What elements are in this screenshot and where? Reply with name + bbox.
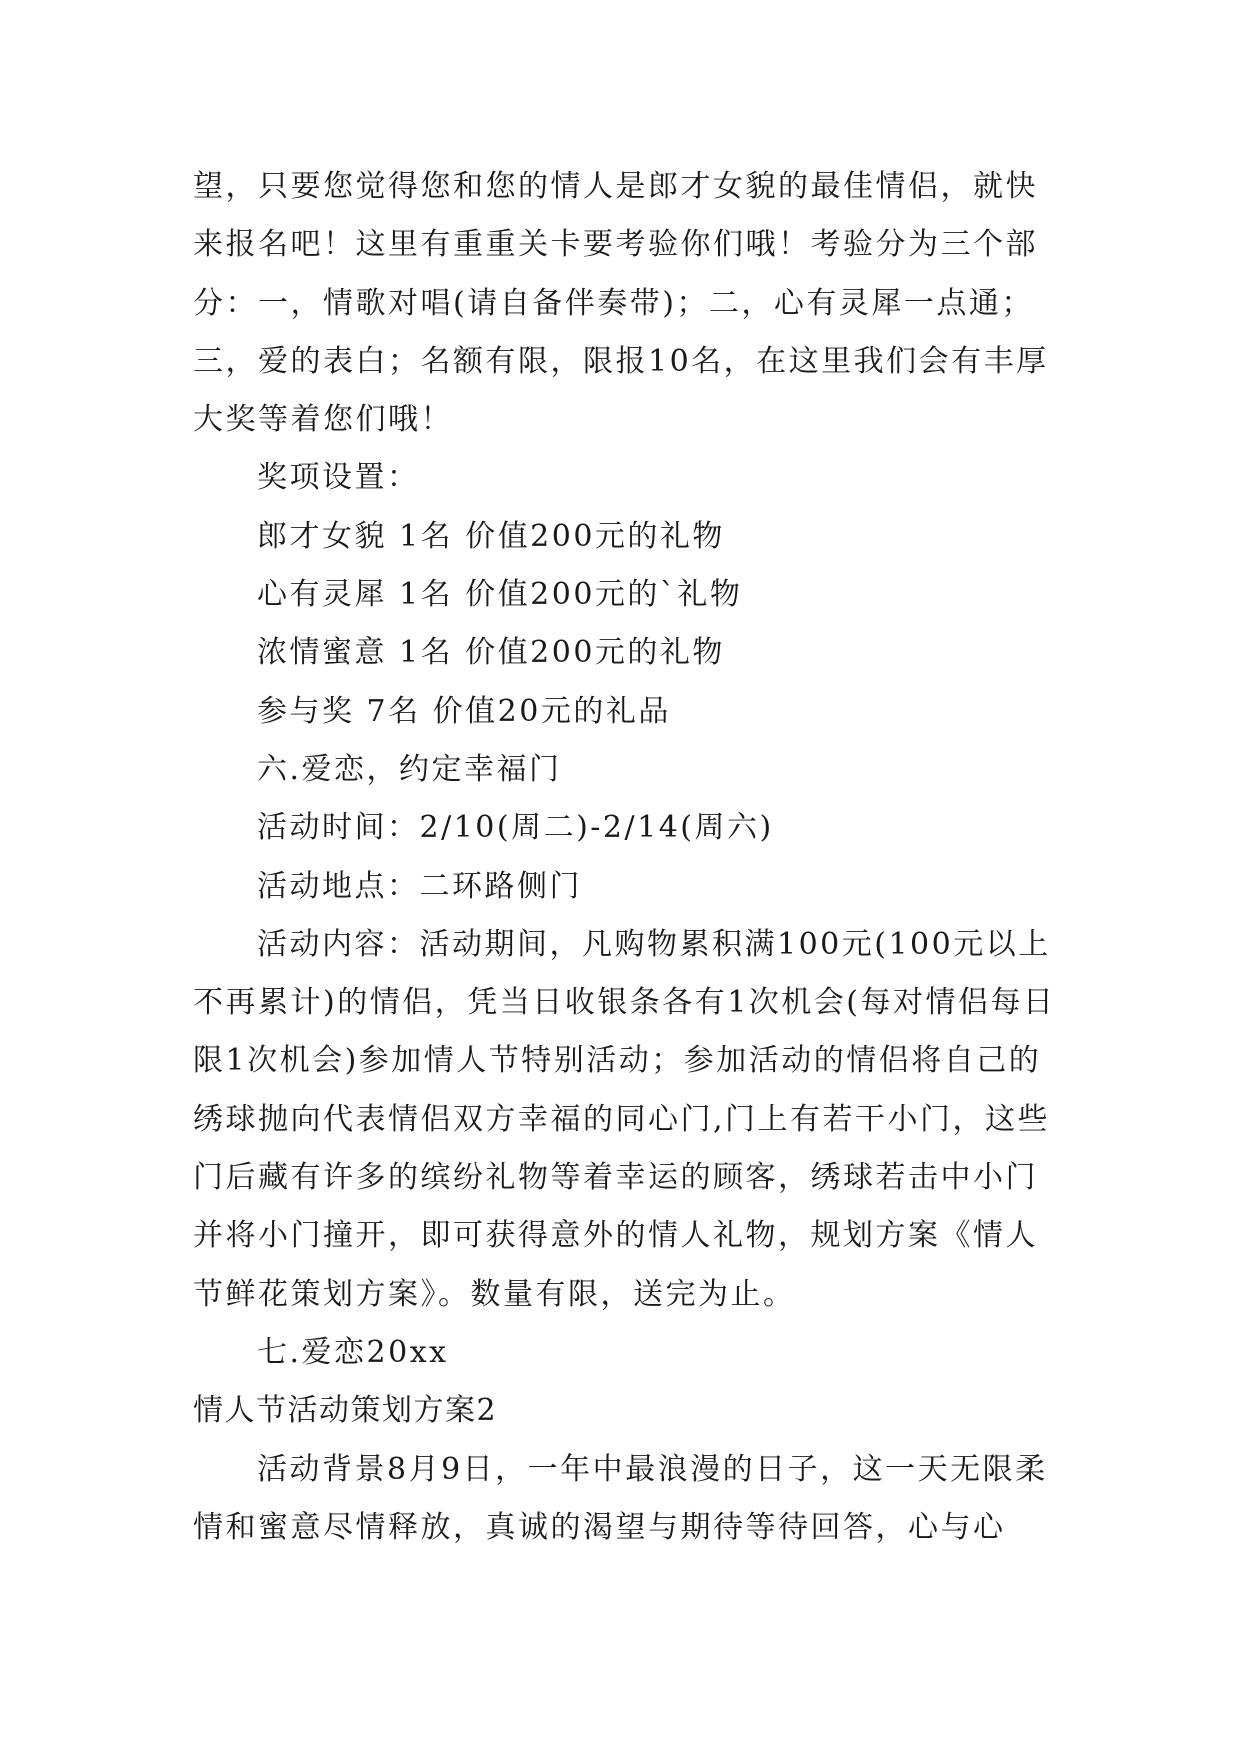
intro-paragraph: 望，只要您觉得您和您的情人是郎才女貌的最佳情侣，就快来报名吧！这里有重重关卡要考验你们哦！考验分为三个部分：一，情歌对唱(请自备伴奏带)；二，心有灵犀一点通；三，爱的表白；名额有限，限报10名，在这里我们会有丰厚大奖等着您们哦！	[193, 169, 1049, 438]
award-item: 心有灵犀 1名 价值200元的`礼物	[257, 577, 743, 613]
activity-location: 活动地点：二环路侧门	[257, 868, 582, 904]
award-item: 浓情蜜意 1名 价值200元的礼物	[257, 635, 725, 671]
plan-2-title: 情人节活动策划方案2	[193, 1393, 498, 1429]
activity-time: 活动时间：2/10(周二)-2/14(周六)	[257, 810, 774, 846]
plan-2-background-paragraph: 活动背景8月9日，一年中最浪漫的日子，这一天无限柔情和蜜意尽情释放，真诚的渴望与期待等待回答，心与心	[193, 1451, 1048, 1545]
section-6-heading: 六.爱恋，约定幸福门	[257, 751, 562, 787]
awards-heading: 奖项设置：	[257, 460, 420, 496]
section-7-heading: 七.爱恋20xx	[257, 1334, 449, 1370]
activity-content-paragraph: 活动内容：活动期间，凡购物累积满100元(100元以上不再累计)的情侣，凭当日收银条各有1次机会(每对情侣每日限1次机会)参加情人节特别活动；参加活动的情侣将自己的绣球抛向代表情侣双方幸福的同心门,门上有若干小门，这些门后藏有许多的缤纷礼物等着幸运的顾客，绣球若击中小门并将小门撞开，即可获得意外的情人礼物，规划方案《情人节鲜花策划方案》。数量有限，送完为止。	[193, 926, 1056, 1312]
award-item: 郎才女貌 1名 价值200元的礼物	[257, 518, 725, 554]
document-body	[193, 158, 1063, 1557]
award-item: 参与奖 7名 价值20元的礼品	[257, 693, 671, 729]
